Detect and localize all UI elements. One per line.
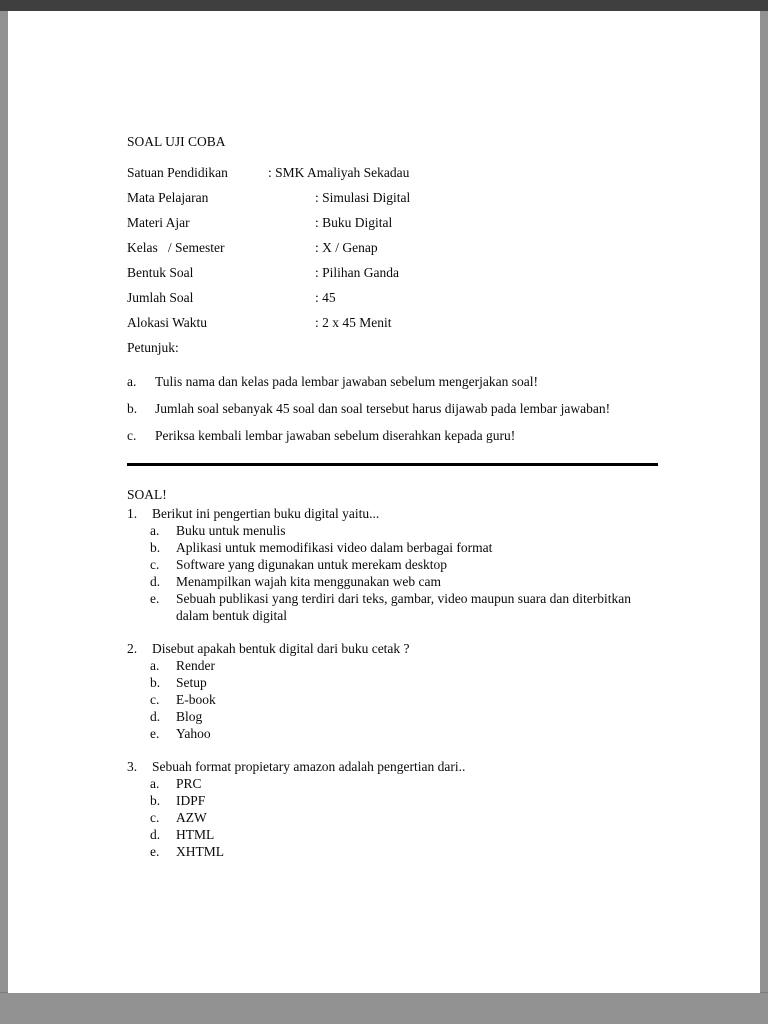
meta-value: : Pilihan Ganda <box>315 265 399 280</box>
question-head <box>127 640 658 657</box>
meta-value: : SMK Amaliyah Sekadau <box>268 165 410 180</box>
option-letter: c. <box>150 692 160 707</box>
meta-label: Alokasi Waktu <box>127 315 208 330</box>
question-number: 2. <box>127 641 138 656</box>
option-text: Menampilkan wajah kita menggunakan web cam <box>176 574 442 589</box>
option-item <box>150 725 658 742</box>
meta-row-alokasi-waktu <box>127 310 658 335</box>
instruction-letter: b. <box>127 401 138 416</box>
instruction-letter: a. <box>127 374 137 389</box>
option-item <box>150 522 658 539</box>
question-2 <box>127 640 658 742</box>
meta-label: Satuan Pendidikan <box>127 165 228 180</box>
option-letter: b. <box>150 675 161 690</box>
option-letter: d. <box>150 827 161 842</box>
instruction-text: Jumlah soal sebanyak 45 soal dan soal tersebut harus dijawab pada lembar jawaban! <box>155 401 611 416</box>
meta-row-kelas-semester <box>127 235 658 260</box>
meta-label: Materi Ajar <box>127 215 190 230</box>
meta-row-satuan-pendidikan <box>127 160 658 185</box>
options-list <box>150 775 658 860</box>
meta-value: : 2 x 45 Menit <box>315 315 392 330</box>
option-text: IDPF <box>176 793 206 808</box>
option-text: Buku untuk menulis <box>176 523 286 538</box>
option-item <box>150 573 658 590</box>
option-text: Aplikasi untuk memodifikasi video dalam berbagai format <box>176 540 493 555</box>
option-text: AZW <box>176 810 207 825</box>
option-letter: b. <box>150 793 161 808</box>
viewer-right-margin <box>760 11 768 993</box>
option-text: Setup <box>176 675 207 690</box>
option-item <box>150 657 658 674</box>
meta-row-materi-ajar <box>127 210 658 235</box>
meta-row-mata-pelajaran <box>127 185 658 210</box>
question-head <box>127 505 658 522</box>
option-text: Render <box>176 658 215 673</box>
option-letter: a. <box>150 776 160 791</box>
options-list <box>150 657 658 742</box>
option-text: Blog <box>176 709 203 724</box>
question-number: 1. <box>127 506 138 521</box>
meta-label: Jumlah Soal <box>127 290 194 305</box>
option-item <box>150 826 658 843</box>
instruction-item <box>127 395 658 422</box>
option-item <box>150 691 658 708</box>
meta-value: : 45 <box>315 290 336 305</box>
option-item <box>150 792 658 809</box>
viewer-page-gap <box>0 992 768 1024</box>
option-item <box>150 556 658 573</box>
section-divider <box>127 463 658 466</box>
option-letter: c. <box>150 810 160 825</box>
instruction-letter: c. <box>127 428 137 443</box>
question-number: 3. <box>127 759 138 774</box>
instruction-text: Tulis nama dan kelas pada lembar jawaban sebelum mengerjakan soal! <box>155 374 539 389</box>
option-letter: a. <box>150 658 160 673</box>
document-content <box>127 11 658 860</box>
option-item <box>150 590 658 624</box>
viewer-top-bar <box>0 0 768 11</box>
soal-heading: SOAL! <box>127 487 167 502</box>
option-item <box>150 674 658 691</box>
option-text: Software yang digunakan untuk merekam desktop <box>176 557 448 572</box>
option-letter: e. <box>150 591 160 606</box>
option-letter: e. <box>150 844 160 859</box>
question-text: Sebuah format propietary amazon adalah pengertian dari.. <box>152 759 466 774</box>
option-letter: a. <box>150 523 160 538</box>
option-item <box>150 843 658 860</box>
viewer-left-margin <box>0 11 8 993</box>
meta-value: : X / Genap <box>315 240 378 255</box>
petunjuk-heading: Petunjuk: <box>127 340 179 355</box>
option-item <box>150 539 658 556</box>
option-item <box>150 809 658 826</box>
question-1 <box>127 505 658 624</box>
option-letter: d. <box>150 709 161 724</box>
meta-row-jumlah-soal <box>127 285 658 310</box>
meta-label: Kelas / Semester <box>127 240 225 255</box>
options-list <box>150 522 658 624</box>
instructions-list <box>127 368 658 449</box>
option-text: Sebuah publikasi yang terdiri dari teks, gambar, video maupun suara dan diterbitkan dalam bentuk digital <box>176 591 631 623</box>
instruction-item <box>127 368 658 395</box>
meta-value: : Buku Digital <box>315 215 393 230</box>
option-text: Yahoo <box>176 726 211 741</box>
instruction-text: Periksa kembali lembar jawaban sebelum diserahkan kepada guru! <box>155 428 516 443</box>
question-text: Disebut apakah bentuk digital dari buku cetak ? <box>152 641 410 656</box>
page-title: SOAL UJI COBA <box>127 134 226 149</box>
option-text: E-book <box>176 692 216 707</box>
instruction-item <box>127 422 658 449</box>
option-letter: c. <box>150 557 160 572</box>
question-head <box>127 758 658 775</box>
option-text: HTML <box>176 827 215 842</box>
option-item <box>150 775 658 792</box>
question-text: Berikut ini pengertian buku digital yaitu... <box>152 506 380 521</box>
meta-label: Mata Pelajaran <box>127 190 209 205</box>
meta-label: Bentuk Soal <box>127 265 194 280</box>
option-letter: e. <box>150 726 160 741</box>
option-letter: d. <box>150 574 161 589</box>
option-text: XHTML <box>176 844 224 859</box>
question-3 <box>127 758 658 860</box>
option-item <box>150 708 658 725</box>
option-text: PRC <box>176 776 202 791</box>
meta-value: : Simulasi Digital <box>315 190 411 205</box>
document-page <box>8 11 760 993</box>
meta-row-bentuk-soal <box>127 260 658 285</box>
option-letter: b. <box>150 540 161 555</box>
